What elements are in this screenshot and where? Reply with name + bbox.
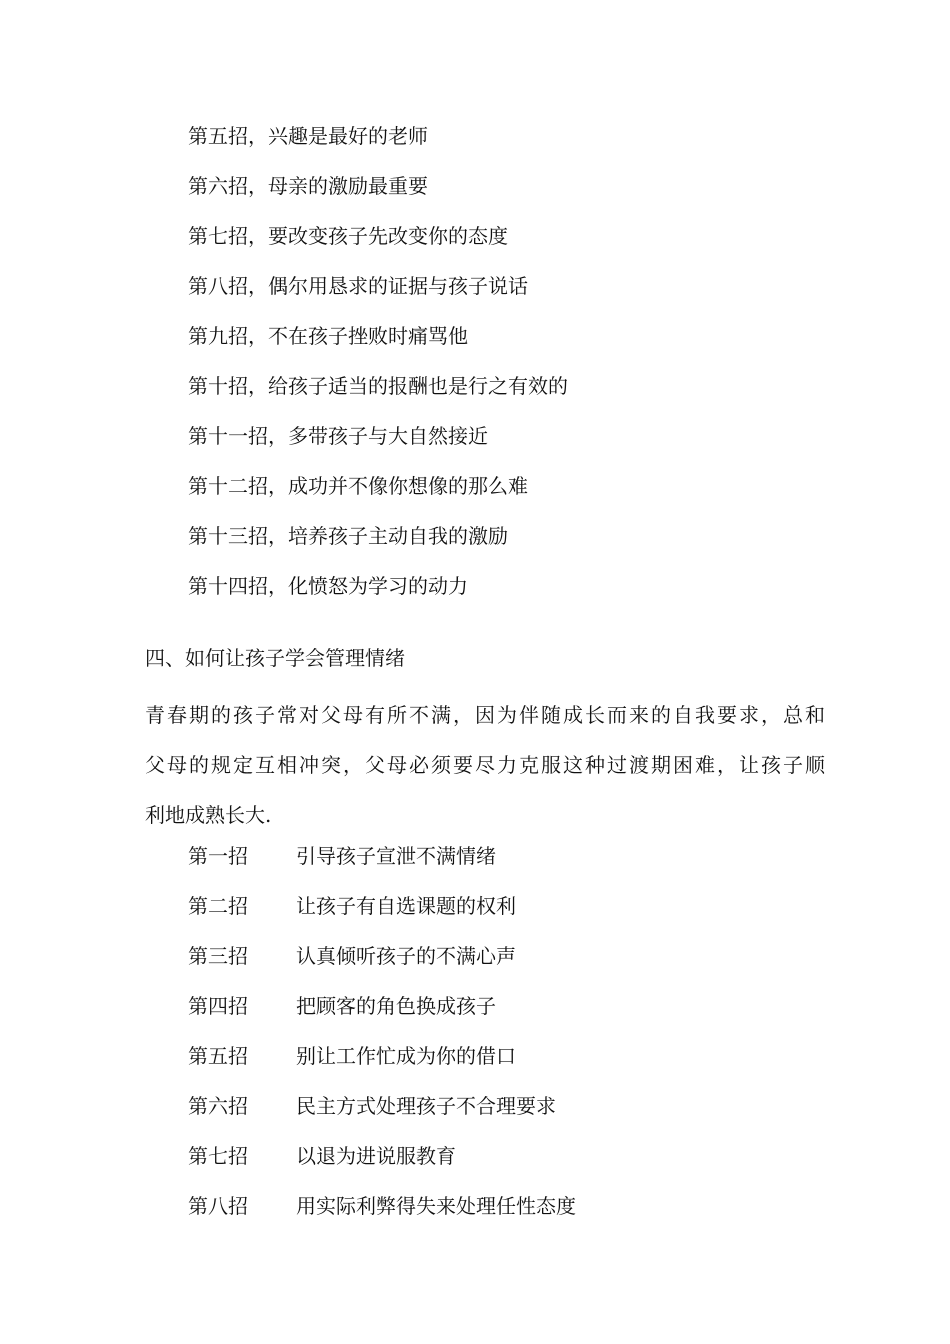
list-item: [188, 1188, 576, 1238]
list-item: [188, 938, 576, 988]
list-item: 第九招，不在孩子挫败时痛骂他: [188, 324, 468, 348]
tip-number: 第五招: [188, 1044, 248, 1068]
tip-text: 别让工作忙成为你的借口: [296, 1044, 516, 1068]
tip-number: 第一招: [188, 844, 248, 868]
list-item: [188, 1038, 576, 1088]
paragraph-line: 利地成熟长大.: [145, 803, 272, 827]
list-item: 第十一招，多带孩子与大自然接近: [188, 424, 488, 448]
list-item: 第六招，母亲的激励最重要: [188, 174, 428, 198]
tip-text: 以退为进说服教育: [296, 1144, 456, 1168]
list-item: 第十招，给孩子适当的报酬也是行之有效的: [188, 374, 568, 398]
tip-number: 第七招: [188, 1144, 248, 1168]
list-item: [188, 1088, 576, 1138]
list-item: [188, 888, 576, 938]
tip-text: 引导孩子宣泄不满情绪: [296, 844, 496, 868]
paragraph-line: 青春期的孩子常对父母有所不满，因为伴随成长而来的自我要求，总和: [145, 703, 825, 727]
tip-number: 第四招: [188, 994, 248, 1018]
tips-list-continued: [188, 118, 568, 618]
tip-number: 第八招: [188, 1194, 248, 1218]
emotion-tips-list: [188, 838, 576, 1238]
list-item: [188, 838, 576, 888]
tip-text: 把顾客的角色换成孩子: [296, 994, 496, 1018]
tip-text: 认真倾听孩子的不满心声: [296, 944, 516, 968]
list-item: 第十三招，培养孩子主动自我的激励: [188, 524, 508, 548]
list-item: [188, 1138, 576, 1188]
list-item: 第七招，要改变孩子先改变你的态度: [188, 224, 508, 248]
tip-number: 第二招: [188, 894, 248, 918]
tip-number: 第六招: [188, 1094, 248, 1118]
tip-number: 第三招: [188, 944, 248, 968]
tip-text: 民主方式处理孩子不合理要求: [296, 1094, 556, 1118]
list-item: 第十四招，化愤怒为学习的动力: [188, 574, 468, 598]
list-item: 第五招，兴趣是最好的老师: [188, 124, 428, 148]
section-paragraph: [145, 690, 825, 840]
list-item: 第十二招，成功并不像你想像的那么难: [188, 474, 528, 498]
list-item: [188, 988, 576, 1038]
paragraph-line: 父母的规定互相冲突，父母必须要尽力克服这种过渡期困难，让孩子顺: [145, 753, 825, 777]
tip-text: 让孩子有自选课题的权利: [296, 894, 516, 918]
tip-text: 用实际利弊得失来处理任性态度: [296, 1194, 576, 1218]
list-item: 第八招，偶尔用恳求的证据与孩子说话: [188, 274, 528, 298]
section-heading: 四、如何让孩子学会管理情绪: [145, 646, 405, 670]
